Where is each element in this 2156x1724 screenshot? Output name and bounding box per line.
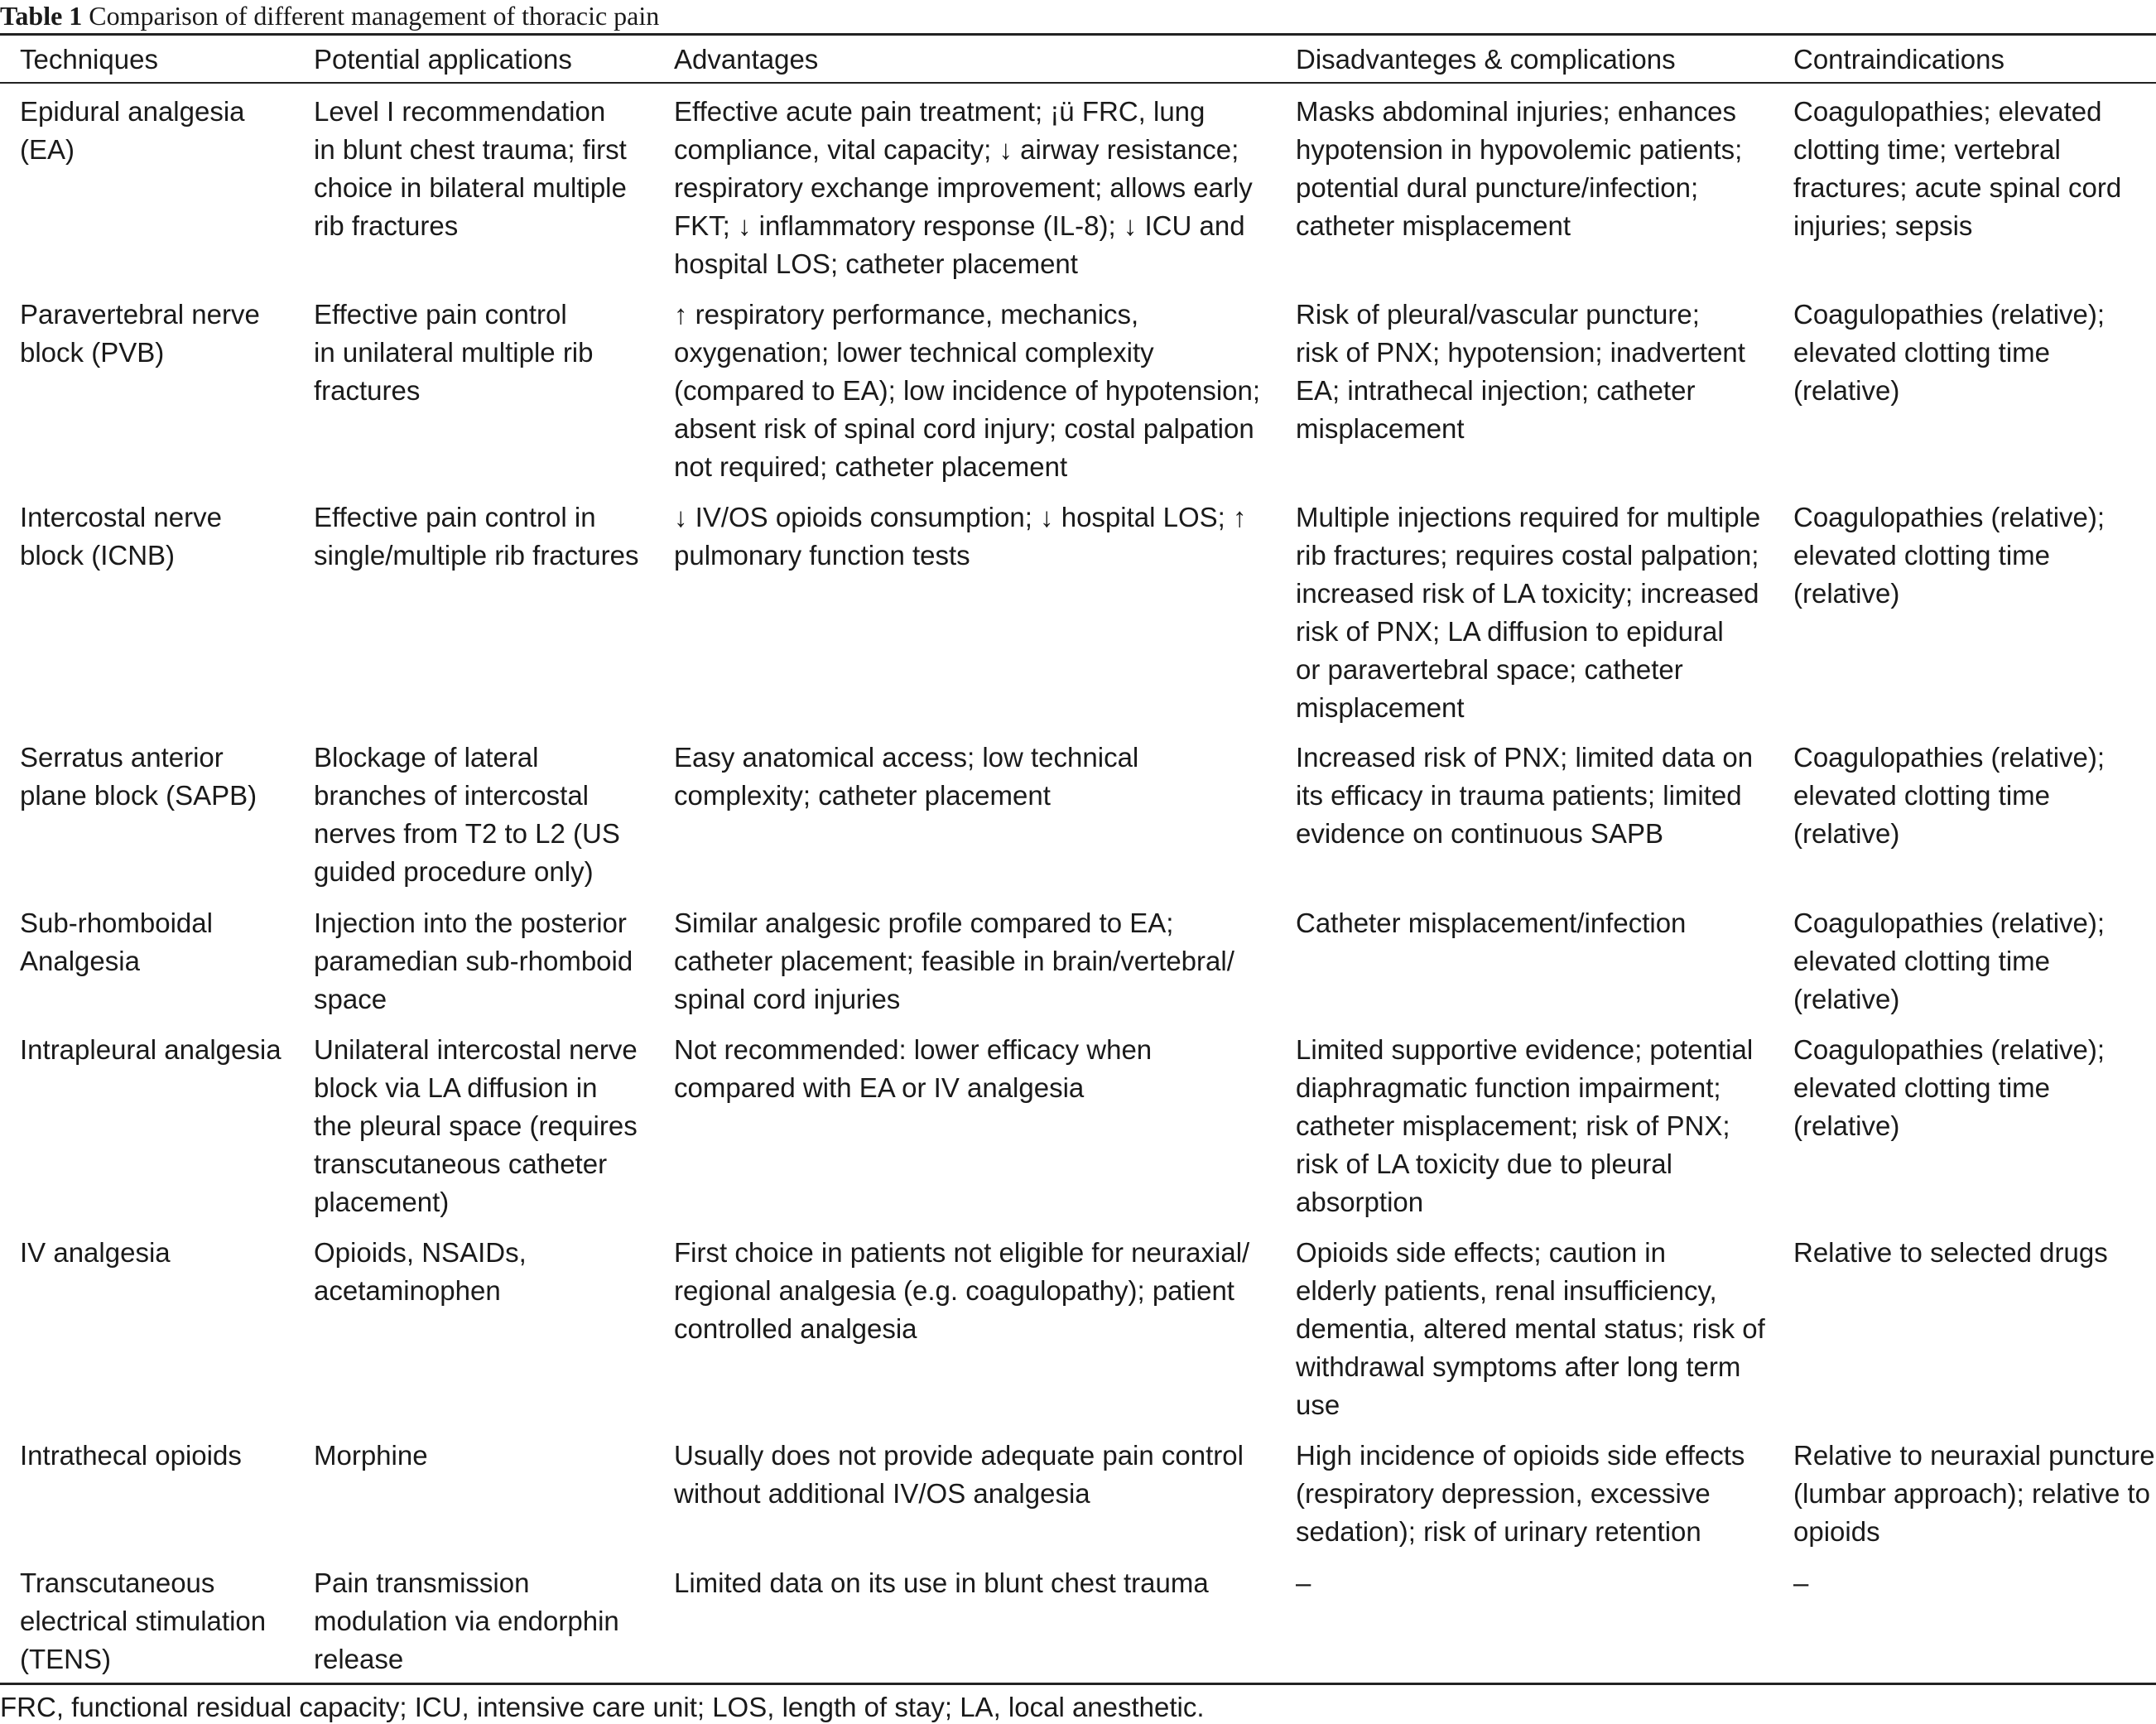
- cell-applications: Unilateral intercostal nerve block via LA diffusion in the pleural space (requires transcutaneous catheter placement): [314, 1034, 638, 1217]
- cell-technique: Intercostal nerve block (ICNB): [20, 502, 222, 571]
- cell-advantages: First choice in patients not eligible for neuraxial/ regional analgesia (e.g. coagulopathy); patient controlled analgesia: [674, 1237, 1250, 1344]
- table-header-row: [0, 41, 2156, 79]
- header-techniques: Techniques: [20, 44, 158, 75]
- cell-disadvantages: Catheter misplacement/infection: [1296, 908, 1687, 938]
- cell-technique: Intrathecal opioids: [20, 1440, 242, 1471]
- table-title: Comparison of different management of thoracic pain: [89, 1, 660, 31]
- table-header-rule: [0, 82, 2156, 84]
- table-top-rule: [0, 33, 2156, 36]
- cell-applications: Injection into the posterior paramedian sub-rhomboid space: [314, 908, 633, 1014]
- cell-contraindications: Coagulopathies (relative); elevated clotting time (relative): [1793, 908, 2105, 1014]
- cell-advantages: ↑ respiratory performance, mechanics, oxygenation; lower technical complexity (compared to EA); low incidence of hypotension; absent risk of spinal cord injury; costal palpation not required; catheter placement: [674, 299, 1261, 482]
- table-label: Table 1: [0, 1, 83, 31]
- cell-applications: Effective pain control in single/multiple rib fractures: [314, 502, 639, 571]
- cell-advantages: ↓ IV/OS opioids consumption; ↓ hospital LOS; ↑ pulmonary function tests: [674, 502, 1247, 571]
- cell-contraindications: Relative to selected drugs: [1793, 1237, 2108, 1268]
- cell-contraindications: Coagulopathies (relative); elevated clotting time (relative): [1793, 502, 2105, 609]
- cell-advantages: Easy anatomical access; low technical complexity; catheter placement: [674, 742, 1139, 811]
- cell-contraindications: Coagulopathies (relative); elevated clotting time (relative): [1793, 742, 2105, 849]
- cell-disadvantages: Limited supportive evidence; potential diaphragmatic function impairment; catheter misplacement; risk of PNX; risk of LA toxicity due to pleural absorption: [1296, 1034, 1754, 1217]
- cell-contraindications: Coagulopathies; elevated clotting time; vertebral fractures; acute spinal cord injuries; sepsis: [1793, 96, 2122, 241]
- cell-applications: Blockage of lateral branches of intercostal nerves from T2 to L2 (US guided procedure only): [314, 742, 620, 887]
- cell-contraindications: Relative to neuraxial puncture (lumbar approach); relative to opioids: [1793, 1440, 2155, 1547]
- cell-applications: Opioids, NSAIDs, acetaminophen: [314, 1237, 527, 1306]
- cell-disadvantages: –: [1296, 1567, 1311, 1598]
- cell-disadvantages: Masks abdominal injuries; enhances hypotension in hypovolemic patients; potential dural puncture/infection; catheter misplacement: [1296, 96, 1743, 241]
- cell-technique: IV analgesia: [20, 1237, 171, 1268]
- cell-technique: Paravertebral nerve block (PVB): [20, 299, 260, 368]
- table-footnote: FRC, functional residual capacity; ICU, intensive care unit; LOS, length of stay; LA, local anesthetic.: [0, 1692, 1205, 1722]
- cell-applications: Effective pain control in unilateral multiple rib fractures: [314, 299, 594, 406]
- cell-advantages: Effective acute pain treatment; ¡ü FRC, lung compliance, vital capacity; ↓ airway resistance; respiratory exchange improvement; allows early FKT; ↓ inflammatory response (IL-8); ↓ ICU and hospital LOS; catheter placement: [674, 96, 1253, 279]
- cell-advantages: Limited data on its use in blunt chest trauma: [674, 1567, 1209, 1598]
- cell-contraindications: Coagulopathies (relative); elevated clotting time (relative): [1793, 1034, 2105, 1141]
- header-advantages: Advantages: [674, 44, 819, 75]
- cell-technique: Serratus anterior plane block (SAPB): [20, 742, 257, 811]
- cell-technique: Epidural analgesia (EA): [20, 96, 245, 165]
- cell-applications: Level I recommendation in blunt chest trauma; first choice in bilateral multiple rib fractures: [314, 96, 627, 241]
- cell-disadvantages: Risk of pleural/vascular puncture; risk of PNX; hypotension; inadvertent EA; intrathecal injection; catheter misplacement: [1296, 299, 1745, 444]
- cell-contraindications: –: [1793, 1567, 1809, 1598]
- cell-contraindications: Coagulopathies (relative); elevated clotting time (relative): [1793, 299, 2105, 406]
- cell-disadvantages: Multiple injections required for multiple rib fractures; requires costal palpation; increased risk of LA toxicity; increased risk of PNX; LA diffusion to epidural or paravertebral space; catheter misplacement: [1296, 502, 1761, 723]
- cell-advantages: Usually does not provide adequate pain control without additional IV/OS analgesia: [674, 1440, 1244, 1509]
- cell-technique: Transcutaneous electrical stimulation (TENS): [20, 1567, 267, 1674]
- header-disadvantages: Disadvanteges & complications: [1296, 44, 1676, 75]
- cell-disadvantages: Increased risk of PNX; limited data on its efficacy in trauma patients; limited evidence on continuous SAPB: [1296, 742, 1754, 849]
- cell-advantages: Not recommended: lower efficacy when compared with EA or IV analgesia: [674, 1034, 1153, 1103]
- cell-disadvantages: High incidence of opioids side effects (respiratory depression, excessive sedation); risk of urinary retention: [1296, 1440, 1745, 1547]
- cell-technique: Sub-rhomboidal Analgesia: [20, 908, 213, 976]
- cell-applications: Pain transmission modulation via endorphin release: [314, 1567, 619, 1674]
- cell-technique: Intrapleural analgesia: [20, 1034, 282, 1065]
- table-caption: [0, 2, 659, 30]
- cell-applications: Morphine: [314, 1440, 428, 1471]
- cell-disadvantages: Opioids side effects; caution in elderly patients, renal insufficiency, dementia, altered mental status; risk of withdrawal symptoms after long term use: [1296, 1237, 1765, 1420]
- header-contraindications: Contraindications: [1793, 44, 2004, 75]
- table-bottom-rule: [0, 1683, 2156, 1685]
- cell-advantages: Similar analgesic profile compared to EA; catheter placement; feasible in brain/vertebral/ spinal cord injuries: [674, 908, 1234, 1014]
- header-potential-applications: Potential applications: [314, 44, 572, 75]
